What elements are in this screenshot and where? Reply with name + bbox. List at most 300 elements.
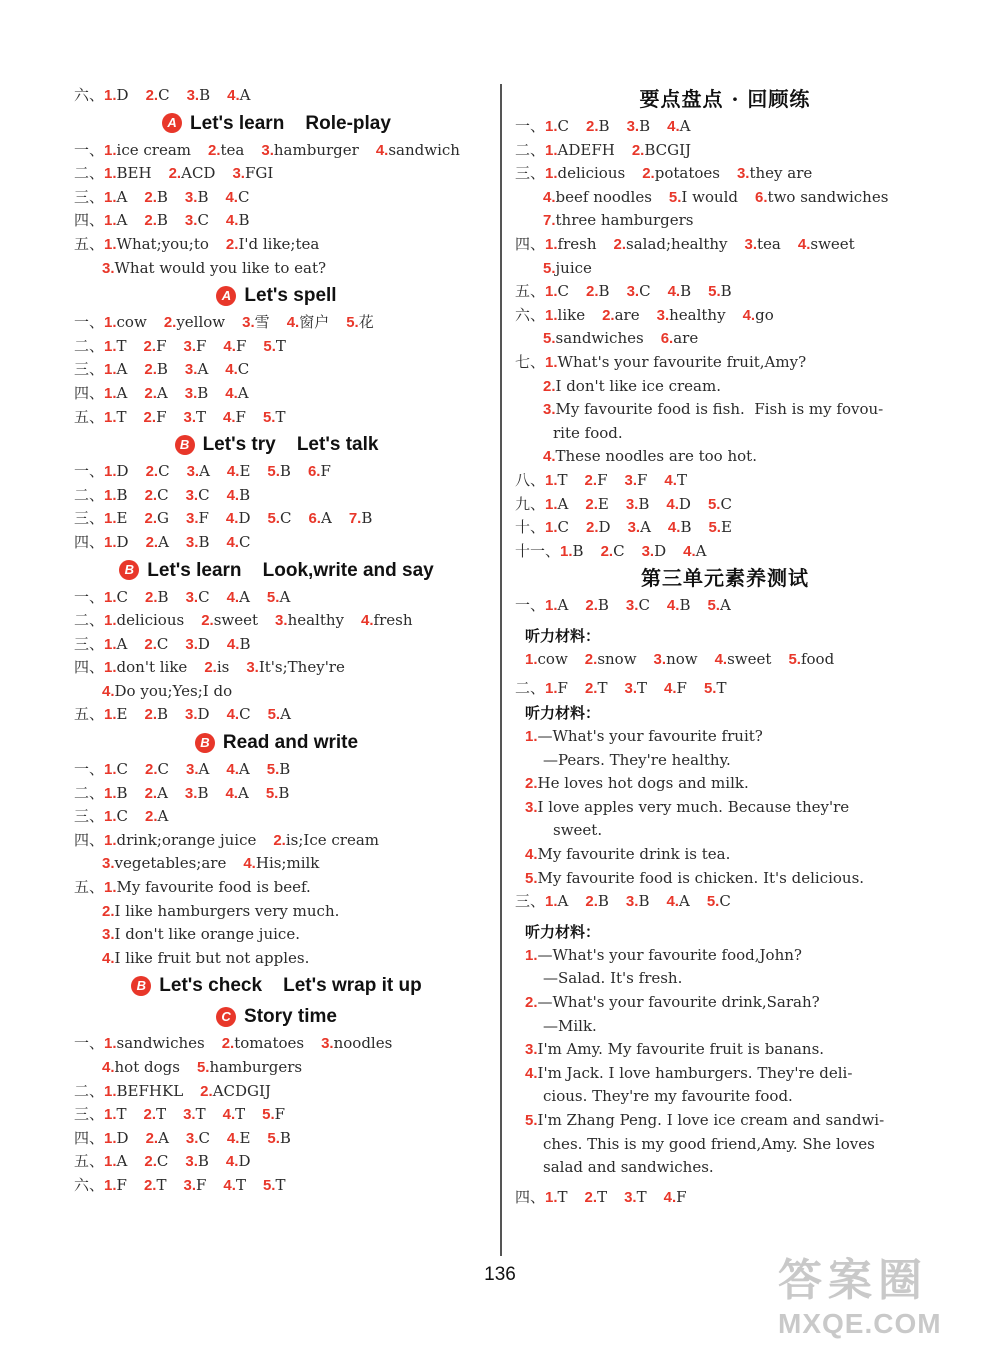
answer-text: healthy (287, 611, 345, 630)
answer-number: 3. (184, 361, 198, 379)
answer-item (361, 611, 412, 629)
answer-text: BEH (116, 164, 152, 183)
answer-text: T (557, 470, 568, 489)
answer-number: 5. (263, 337, 276, 355)
answer-item (737, 164, 812, 182)
answer-number: 3. (625, 893, 639, 911)
answer-item (227, 1129, 250, 1147)
answer-item (246, 658, 345, 676)
answer-item (185, 211, 209, 229)
answer-item (187, 462, 210, 480)
answer-item (545, 679, 568, 697)
answer-text: What would you like to eat? (114, 258, 327, 277)
answer-item (708, 282, 732, 300)
answer-text: C (238, 532, 251, 551)
answer-text: C (613, 541, 625, 560)
answer-item (642, 542, 667, 560)
answer-item (102, 902, 339, 920)
answer-item (266, 784, 290, 802)
question-group-label: 四、 (74, 534, 105, 551)
answer-item (545, 1188, 568, 1206)
answer-item (628, 518, 651, 536)
answer-number: 3. (185, 1153, 198, 1171)
answer-item (243, 854, 319, 872)
answer-number: 2. (273, 831, 286, 849)
question-group-label: 三、 (74, 362, 105, 379)
answer-text: F (557, 679, 568, 698)
answer-item (545, 282, 569, 300)
question-group-label: 二、 (74, 166, 105, 183)
answer-item (225, 384, 248, 402)
answer-text: C (557, 282, 570, 301)
answer-item (169, 164, 216, 182)
answer-item (225, 360, 249, 378)
answer-number: 3. (242, 314, 255, 332)
answer-number: 2. (585, 495, 598, 513)
answer-item (104, 1176, 127, 1194)
answer-text: salad and sandwiches. (543, 1158, 714, 1177)
answer-number: 3. (246, 659, 259, 677)
answer-item (627, 282, 651, 300)
answer-item (376, 141, 460, 159)
answer-item (226, 533, 250, 551)
answer-number: 2. (221, 1035, 235, 1053)
answer-line (515, 469, 935, 493)
answer-item (708, 495, 732, 513)
answer-item (666, 495, 691, 513)
answer-number: 4. (243, 855, 256, 873)
answer-item (525, 946, 802, 964)
answer-number: 2. (585, 893, 598, 911)
answer-text: It's;They're (258, 658, 345, 677)
answer-item (745, 235, 781, 253)
answer-text: F (637, 470, 648, 489)
answer-item (632, 141, 691, 159)
answer-item (543, 447, 757, 465)
answer-text: He loves hot dogs and milk. (537, 774, 749, 793)
answer-number: 2. (144, 706, 157, 724)
answer-item (545, 596, 568, 614)
answer-number: 3. (185, 706, 198, 724)
answer-number: 4. (663, 1188, 677, 1206)
answer-line (74, 139, 479, 163)
answer-text: D (678, 494, 691, 513)
answer-item (104, 188, 127, 206)
answer-item (585, 1188, 608, 1206)
answer-number: 5. (707, 597, 720, 615)
answer-item (268, 705, 291, 723)
listening-material-label: 听力材料： (525, 626, 601, 645)
answer-item (185, 784, 209, 802)
answer-text: don't like (116, 658, 188, 677)
answer-text: go (755, 305, 774, 324)
answer-text: B (638, 892, 650, 911)
answer-number: 3. (102, 855, 115, 873)
answer-text: tea (220, 140, 245, 159)
answer-item (543, 751, 731, 769)
answer-number: 3. (183, 408, 196, 426)
answer-text: sweet (727, 649, 772, 668)
answer-text: I'm Jack. I love hamburgers. They're deli- (537, 1063, 853, 1082)
section-title (515, 563, 935, 594)
answer-text: B (597, 892, 609, 911)
question-group-label: 四、 (74, 385, 105, 402)
answer-line (515, 867, 935, 891)
answer-text: delicious (557, 164, 626, 183)
answer-text: My favourite food is fish. Fish is my fovou- (555, 400, 884, 419)
answer-item (164, 313, 225, 331)
section-heading (74, 280, 479, 311)
answer-item (226, 760, 249, 778)
answer-item (585, 892, 609, 910)
answer-item (145, 807, 168, 825)
answer-item (543, 259, 592, 277)
answer-text: C (557, 518, 570, 537)
answer-number: 4. (667, 118, 680, 135)
answer-text: cow (116, 313, 147, 332)
answer-text: T (116, 336, 127, 355)
answer-item (104, 1105, 127, 1123)
answer-number: 2. (586, 283, 599, 301)
answer-number: 5. (262, 1176, 276, 1194)
answer-number: 1. (104, 384, 117, 402)
answer-number: 7. (543, 212, 556, 230)
answer-item (225, 784, 248, 802)
answer-number: 5. (346, 314, 359, 332)
answer-item (545, 518, 569, 536)
answer-item (226, 509, 251, 527)
answer-number: 2. (144, 384, 157, 402)
answer-item (227, 635, 251, 653)
answer-item (104, 509, 127, 527)
answer-text: fresh (373, 611, 413, 630)
answer-number: 2. (584, 650, 598, 668)
answer-item (183, 408, 206, 426)
answer-number: 4. (286, 314, 300, 332)
answer-text: E (239, 462, 251, 481)
answer-number: 1. (545, 680, 558, 698)
answer-item (798, 235, 855, 253)
answer-item (226, 211, 250, 229)
answer-item (543, 1017, 597, 1035)
answer-number: 4. (664, 680, 677, 698)
answer-line (74, 947, 479, 971)
answer-number: 5. (267, 463, 280, 481)
answer-item (104, 384, 127, 402)
answer-item (743, 306, 774, 324)
answer-text: T (116, 407, 127, 426)
answer-text: F (198, 509, 209, 528)
answer-number: 4. (226, 1129, 240, 1147)
question-group-label: 三、 (74, 636, 105, 653)
answer-line (515, 233, 935, 257)
answer-item (145, 760, 169, 778)
answer-text: ADEFH (557, 140, 615, 159)
answer-number: 2. (143, 337, 157, 355)
answer-number: 2. (163, 314, 177, 332)
answer-item (683, 542, 706, 560)
answer-text: ACDGIJ (212, 1081, 271, 1100)
answer-line (74, 703, 479, 727)
answer-number: 2. (201, 612, 214, 630)
answer-text: sweet (213, 611, 259, 630)
answer-number: 2. (145, 1129, 159, 1147)
answer-text: D (116, 86, 129, 104)
answer-number: 2. (613, 235, 627, 253)
answer-text: A (116, 211, 128, 230)
question-group-label: 八、 (515, 472, 546, 489)
answer-text: is (216, 658, 230, 677)
answer-item (708, 518, 731, 536)
answer-line (74, 782, 479, 806)
answer-number: 4. (223, 1176, 236, 1194)
answer-line (74, 758, 479, 782)
answer-item (104, 1034, 205, 1052)
answer-number: 3. (624, 471, 637, 489)
listening-material-label: 听力材料： (525, 704, 601, 723)
answer-text: D (197, 634, 210, 653)
answer-text: drink;orange juice (116, 830, 257, 849)
answer-number: 1. (104, 784, 117, 802)
answer-number: 2. (525, 994, 538, 1011)
question-group-label: 二、 (74, 785, 105, 802)
answer-text: rite food. (553, 423, 623, 442)
answer-item (585, 650, 637, 668)
answer-text: A (116, 187, 128, 206)
answer-text: A (237, 383, 249, 402)
answer-item (585, 679, 608, 697)
answer-item (185, 188, 209, 206)
answer-text: A (678, 892, 690, 911)
answer-text: My favourite food is chicken. It's delicious. (537, 868, 865, 887)
answer-item (104, 878, 311, 896)
answer-text: ches. This is my good friend,Amy. She loves (543, 1134, 875, 1153)
answer-text: F (274, 1105, 286, 1124)
answer-text: I like hamburgers very much. (114, 901, 340, 920)
answer-item (263, 337, 286, 355)
answer-number: 5. (708, 283, 721, 301)
answer-number: 1. (104, 533, 117, 551)
answer-item (144, 188, 168, 206)
answer-item (263, 408, 286, 426)
answer-number: 7. (348, 510, 362, 528)
answer-item (545, 164, 625, 182)
answer-number: 5. (703, 680, 717, 698)
answer-item (227, 588, 250, 606)
answer-line (74, 586, 479, 610)
answer-item (586, 117, 610, 135)
answer-text: fresh (557, 234, 597, 253)
answer-text: B (598, 117, 610, 135)
answer-number: 3. (275, 612, 288, 630)
answer-text: sandwich (388, 140, 460, 159)
section-title (515, 84, 935, 115)
answer-text: F (235, 336, 247, 355)
answer-text: T (676, 470, 687, 489)
answer-number: 4. (525, 1064, 538, 1082)
answer-text: B (572, 541, 584, 560)
answer-number: 2. (225, 235, 239, 253)
answer-number: 1. (104, 879, 117, 897)
answer-text: —What's your favourite food,John? (537, 945, 802, 964)
section-heading (74, 727, 479, 758)
answer-item (545, 892, 568, 910)
answer-text: F (320, 462, 331, 481)
answer-item (104, 705, 127, 723)
answer-line (74, 460, 479, 484)
answer-item (186, 509, 209, 527)
question-group-label: 四、 (74, 213, 105, 230)
section-heading (74, 429, 479, 460)
answer-number: 2. (585, 597, 598, 615)
answer-line (515, 186, 935, 210)
answer-line (74, 257, 479, 281)
answer-number: 2. (102, 902, 115, 920)
answer-number: 3. (543, 401, 556, 419)
answer-item (585, 471, 608, 489)
answer-text: sandwiches (555, 329, 644, 348)
answer-text: C (157, 760, 170, 779)
answer-text: cow (537, 649, 568, 668)
answer-text: B (361, 509, 373, 528)
answer-item (144, 384, 167, 402)
answer-number: 3. (525, 1041, 538, 1059)
answer-text: noodles (333, 1034, 393, 1053)
answer-item (543, 377, 721, 395)
answer-number: 4. (375, 141, 389, 159)
answer-item (707, 892, 731, 910)
answer-item (525, 1040, 824, 1058)
answer-item (102, 925, 300, 943)
answer-item (104, 1152, 127, 1170)
answer-text: F (235, 407, 246, 426)
answer-number: 4. (666, 495, 679, 513)
answer-item (183, 337, 206, 355)
answer-text: F (196, 336, 207, 355)
section-heading-text: 要点盘点 · 回顾练 (639, 87, 811, 111)
answer-item (187, 86, 211, 104)
answer-item (707, 596, 730, 614)
answer-number: 1. (545, 283, 558, 301)
answer-item (545, 353, 806, 371)
answer-item (560, 542, 584, 560)
answer-line (74, 507, 479, 531)
answer-number: 5. (525, 869, 538, 887)
answer-number: 5. (708, 519, 721, 537)
answer-item (267, 1129, 291, 1147)
answer-item (586, 518, 611, 536)
answer-item (144, 337, 167, 355)
answer-number: 2. (143, 1106, 157, 1124)
answer-text: two sandwiches (767, 187, 889, 206)
answer-item (667, 117, 690, 135)
answer-item (104, 86, 129, 104)
section-heading-text: Let's check Let's wrap it up (159, 975, 422, 997)
answer-number: 1. (104, 635, 117, 653)
question-group-label: 三、 (515, 894, 546, 911)
answer-number: 2. (144, 486, 158, 504)
answer-item (287, 313, 330, 331)
answer-item (185, 705, 210, 723)
answer-line (515, 398, 935, 422)
answer-number: 1. (104, 808, 117, 826)
answer-number: 1. (525, 728, 538, 746)
answer-text: T (597, 679, 608, 698)
answer-line (515, 1015, 935, 1039)
answer-text: A (695, 541, 707, 560)
answer-number: 1. (104, 1106, 117, 1124)
answer-line (74, 1103, 479, 1127)
answer-item (788, 650, 834, 668)
answer-text: C (719, 892, 731, 911)
answer-text: A (679, 117, 691, 135)
question-group-label: 四、 (515, 236, 546, 253)
answer-text: E (239, 1128, 251, 1147)
answer-text: F (156, 407, 167, 426)
answer-number: 4. (714, 650, 728, 668)
question-group-label: 一、 (74, 762, 105, 779)
answer-line (515, 1186, 935, 1210)
answer-line (74, 209, 479, 233)
answer-number: 2. (144, 1153, 157, 1171)
watermark-url: MXQE.COM (778, 1308, 942, 1339)
answer-number: 4. (225, 212, 239, 230)
answer-text: juice (555, 258, 592, 277)
answer-number: 2. (143, 408, 157, 426)
answer-number: 2. (145, 463, 159, 481)
section-heading (74, 108, 479, 139)
answer-text: they are (749, 164, 813, 183)
question-group-label: 四、 (74, 832, 105, 849)
answer-number: 2. (208, 141, 221, 159)
answer-text: healthy (669, 305, 726, 324)
answer-text: A (158, 532, 169, 551)
answer-number: 5. (707, 495, 721, 513)
answer-text: What's your favourite fruit,Amy? (557, 352, 807, 371)
answer-line (74, 656, 479, 680)
answer-item (102, 682, 232, 700)
answer-number: 3. (102, 926, 115, 944)
answer-line (74, 162, 479, 186)
answer-text: A (320, 509, 332, 528)
answer-item (525, 1111, 884, 1129)
answer-number: 1. (545, 306, 558, 324)
answer-item (525, 1064, 852, 1082)
answer-number: 1. (545, 471, 558, 489)
answer-line (515, 1133, 935, 1157)
answer-item (704, 679, 727, 697)
answer-number: 3. (183, 1176, 196, 1194)
answer-item (525, 727, 763, 745)
answer-line (74, 923, 479, 947)
answer-item (525, 993, 820, 1011)
answer-text: T (275, 336, 286, 355)
answer-number: 2. (144, 784, 158, 802)
answer-line (515, 257, 935, 281)
question-group-label: 一、 (74, 142, 105, 159)
answer-item (226, 235, 319, 253)
answer-line (515, 725, 935, 749)
watermark-logo (778, 1255, 988, 1351)
answer-line (515, 1109, 935, 1133)
answer-line (74, 1150, 479, 1174)
answer-item (232, 164, 273, 182)
answer-item (627, 117, 651, 135)
answer-line (515, 991, 935, 1015)
answer-text: G (157, 509, 169, 528)
answer-line (74, 900, 479, 924)
answer-text: A (557, 494, 569, 513)
